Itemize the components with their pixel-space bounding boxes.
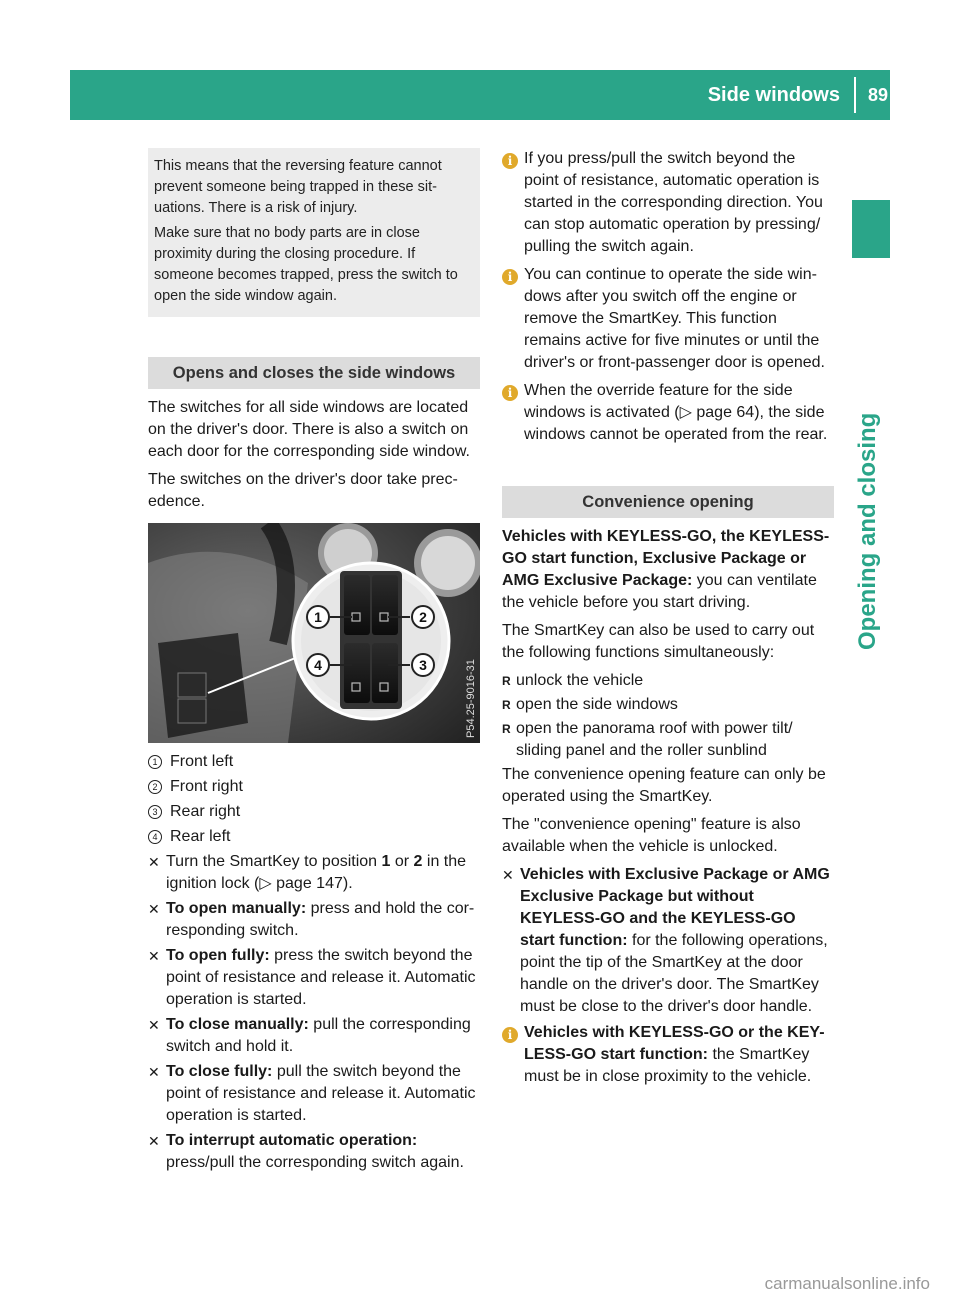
- callout-2: [412, 606, 434, 628]
- legend-number: 4: [148, 830, 162, 844]
- intro-paragraph: The switches for all side windows are located on the driver's door. There is also a switch on each door for the corresponding side window.: [148, 399, 470, 460]
- legend-item: [148, 751, 480, 773]
- bullet-icon: R: [502, 674, 511, 688]
- step-arrow-icon: ✕: [148, 1017, 160, 1033]
- callout-label: 3: [419, 657, 427, 673]
- photo-code: P54.25-9016-31: [465, 659, 477, 738]
- instruction-step: ✕ To interrupt automatic operation: press/pull the corresponding switch again.: [148, 1130, 480, 1174]
- legend-number: 2: [148, 780, 162, 794]
- legend-number: 1: [148, 755, 162, 769]
- callout-1: [307, 606, 329, 628]
- legend-label: Rear left: [170, 828, 231, 845]
- step-arrow-icon: ✕: [148, 901, 160, 917]
- section-heading: Opens and closes the side windows: [148, 357, 480, 389]
- callout-3: [412, 654, 434, 676]
- info-note: i You can continue to operate the side win-dows after you switch off the engine or remove the SmartKey. This function remains active for five minutes or until the driver's or front-passenger door is opened.: [502, 264, 834, 374]
- callout-4: [307, 654, 329, 676]
- window-switch-photo: [148, 523, 480, 743]
- watermark: carmanualsonline.info: [764, 1274, 930, 1293]
- step-arrow-icon: ✕: [148, 948, 160, 964]
- chapter-label: [848, 280, 894, 660]
- callout-label: 2: [419, 609, 427, 625]
- window-switch-illustration: [148, 523, 480, 743]
- info-icon: i: [502, 385, 518, 401]
- list-item: R open the panorama roof with power tilt/ sliding panel and the roller sunblind: [502, 718, 834, 762]
- legend-item: [148, 801, 480, 823]
- instruction-step: ✕ To open manually: press and hold the cor-responding switch.: [148, 898, 480, 942]
- chapter-tab: [852, 200, 890, 258]
- list-item: R unlock the vehicle: [502, 670, 834, 692]
- legend-label: Front left: [170, 753, 234, 770]
- body-paragraph: The convenience opening feature can only be operated using the SmartKey.: [502, 766, 826, 805]
- chapter-label-text: Opening and closing: [854, 412, 881, 650]
- info-note: i If you press/pull the switch beyond the point of resistance, automatic operation is started in the corresponding direction. You can stop automatic operation by pressing/ pulling the switch again.: [502, 148, 834, 258]
- instruction-step: ✕ Vehicles with Exclusive Package or AMG Exclusive Package but without KEYLESS-GO and the KEYLESS-GO start function: for the following operations, point the tip of the SmartKey at the door handle on the driver's door. The SmartKey must be close to the driver's door handle.: [502, 864, 834, 1018]
- step-arrow-icon: ✕: [148, 854, 160, 870]
- step-arrow-icon: ✕: [502, 867, 514, 883]
- step-arrow-icon: ✕: [148, 1064, 160, 1080]
- instruction-step: ✕ To close fully: pull the switch beyond the point of resistance and release it. Automatic operation is started.: [148, 1061, 480, 1127]
- info-icon: i: [502, 153, 518, 169]
- section-title: Side windows: [707, 83, 840, 106]
- list-item: R open the side windows: [502, 694, 834, 716]
- bullet-icon: R: [502, 722, 511, 736]
- lead-paragraph: Vehicles with KEYLESS-GO, the KEYLESS-GO start function, Exclusive Package or AMG Exclusive Package: you can ventilate the vehicle before you start driving.: [502, 528, 830, 611]
- instruction-step: ✕ Turn the SmartKey to position 1 or 2 in the ignition lock (▷ page 147).: [148, 851, 480, 895]
- info-note: i When the override feature for the side windows is activated (▷ page 64), the side windows cannot be operated from the rear.: [502, 380, 834, 446]
- header-title: [708, 70, 890, 120]
- callout-label: 4: [314, 657, 322, 673]
- legend-label: Front right: [170, 778, 243, 795]
- info-icon: i: [502, 1027, 518, 1043]
- instruction-step: ✕ To open fully: press the switch beyond the point of resistance and release it. Automatic operation is started.: [148, 945, 480, 1011]
- body-paragraph: The "convenience opening" feature is also available when the vehicle is unlocked.: [502, 816, 801, 855]
- intro-paragraph: The switches on the driver's door take prec-edence.: [148, 471, 458, 510]
- bullet-icon: R: [502, 698, 511, 712]
- left-column: [148, 148, 480, 1177]
- warning-paragraph: Make sure that no body parts are in close proximity during the closing procedure. If someone becomes trapped, press the switch to open the side window again.: [154, 225, 458, 304]
- legend-number: 3: [148, 805, 162, 819]
- callout-label: 1: [314, 609, 322, 625]
- instruction-step: ✕ To close manually: pull the corresponding switch and hold it.: [148, 1014, 480, 1058]
- page-number: 89: [867, 84, 888, 105]
- legend-label: Rear right: [170, 803, 241, 820]
- info-icon: i: [502, 269, 518, 285]
- header-separator: [854, 77, 856, 113]
- step-arrow-icon: ✕: [148, 1133, 160, 1149]
- info-note: i Vehicles with KEYLESS-GO or the KEY-LESS-GO start function: the SmartKey must be in close proximity to the vehicle.: [502, 1022, 834, 1088]
- right-column: [502, 148, 834, 1094]
- body-paragraph: The SmartKey can also be used to carry out the following functions simultaneously:: [502, 622, 815, 661]
- section-heading: Convenience opening: [502, 486, 834, 518]
- legend-item: [148, 826, 480, 848]
- legend-item: [148, 776, 480, 798]
- warning-box: [148, 148, 480, 317]
- warning-paragraph: This means that the reversing feature cannot prevent someone being trapped in these sit-uations. There is a risk of injury.: [154, 158, 442, 216]
